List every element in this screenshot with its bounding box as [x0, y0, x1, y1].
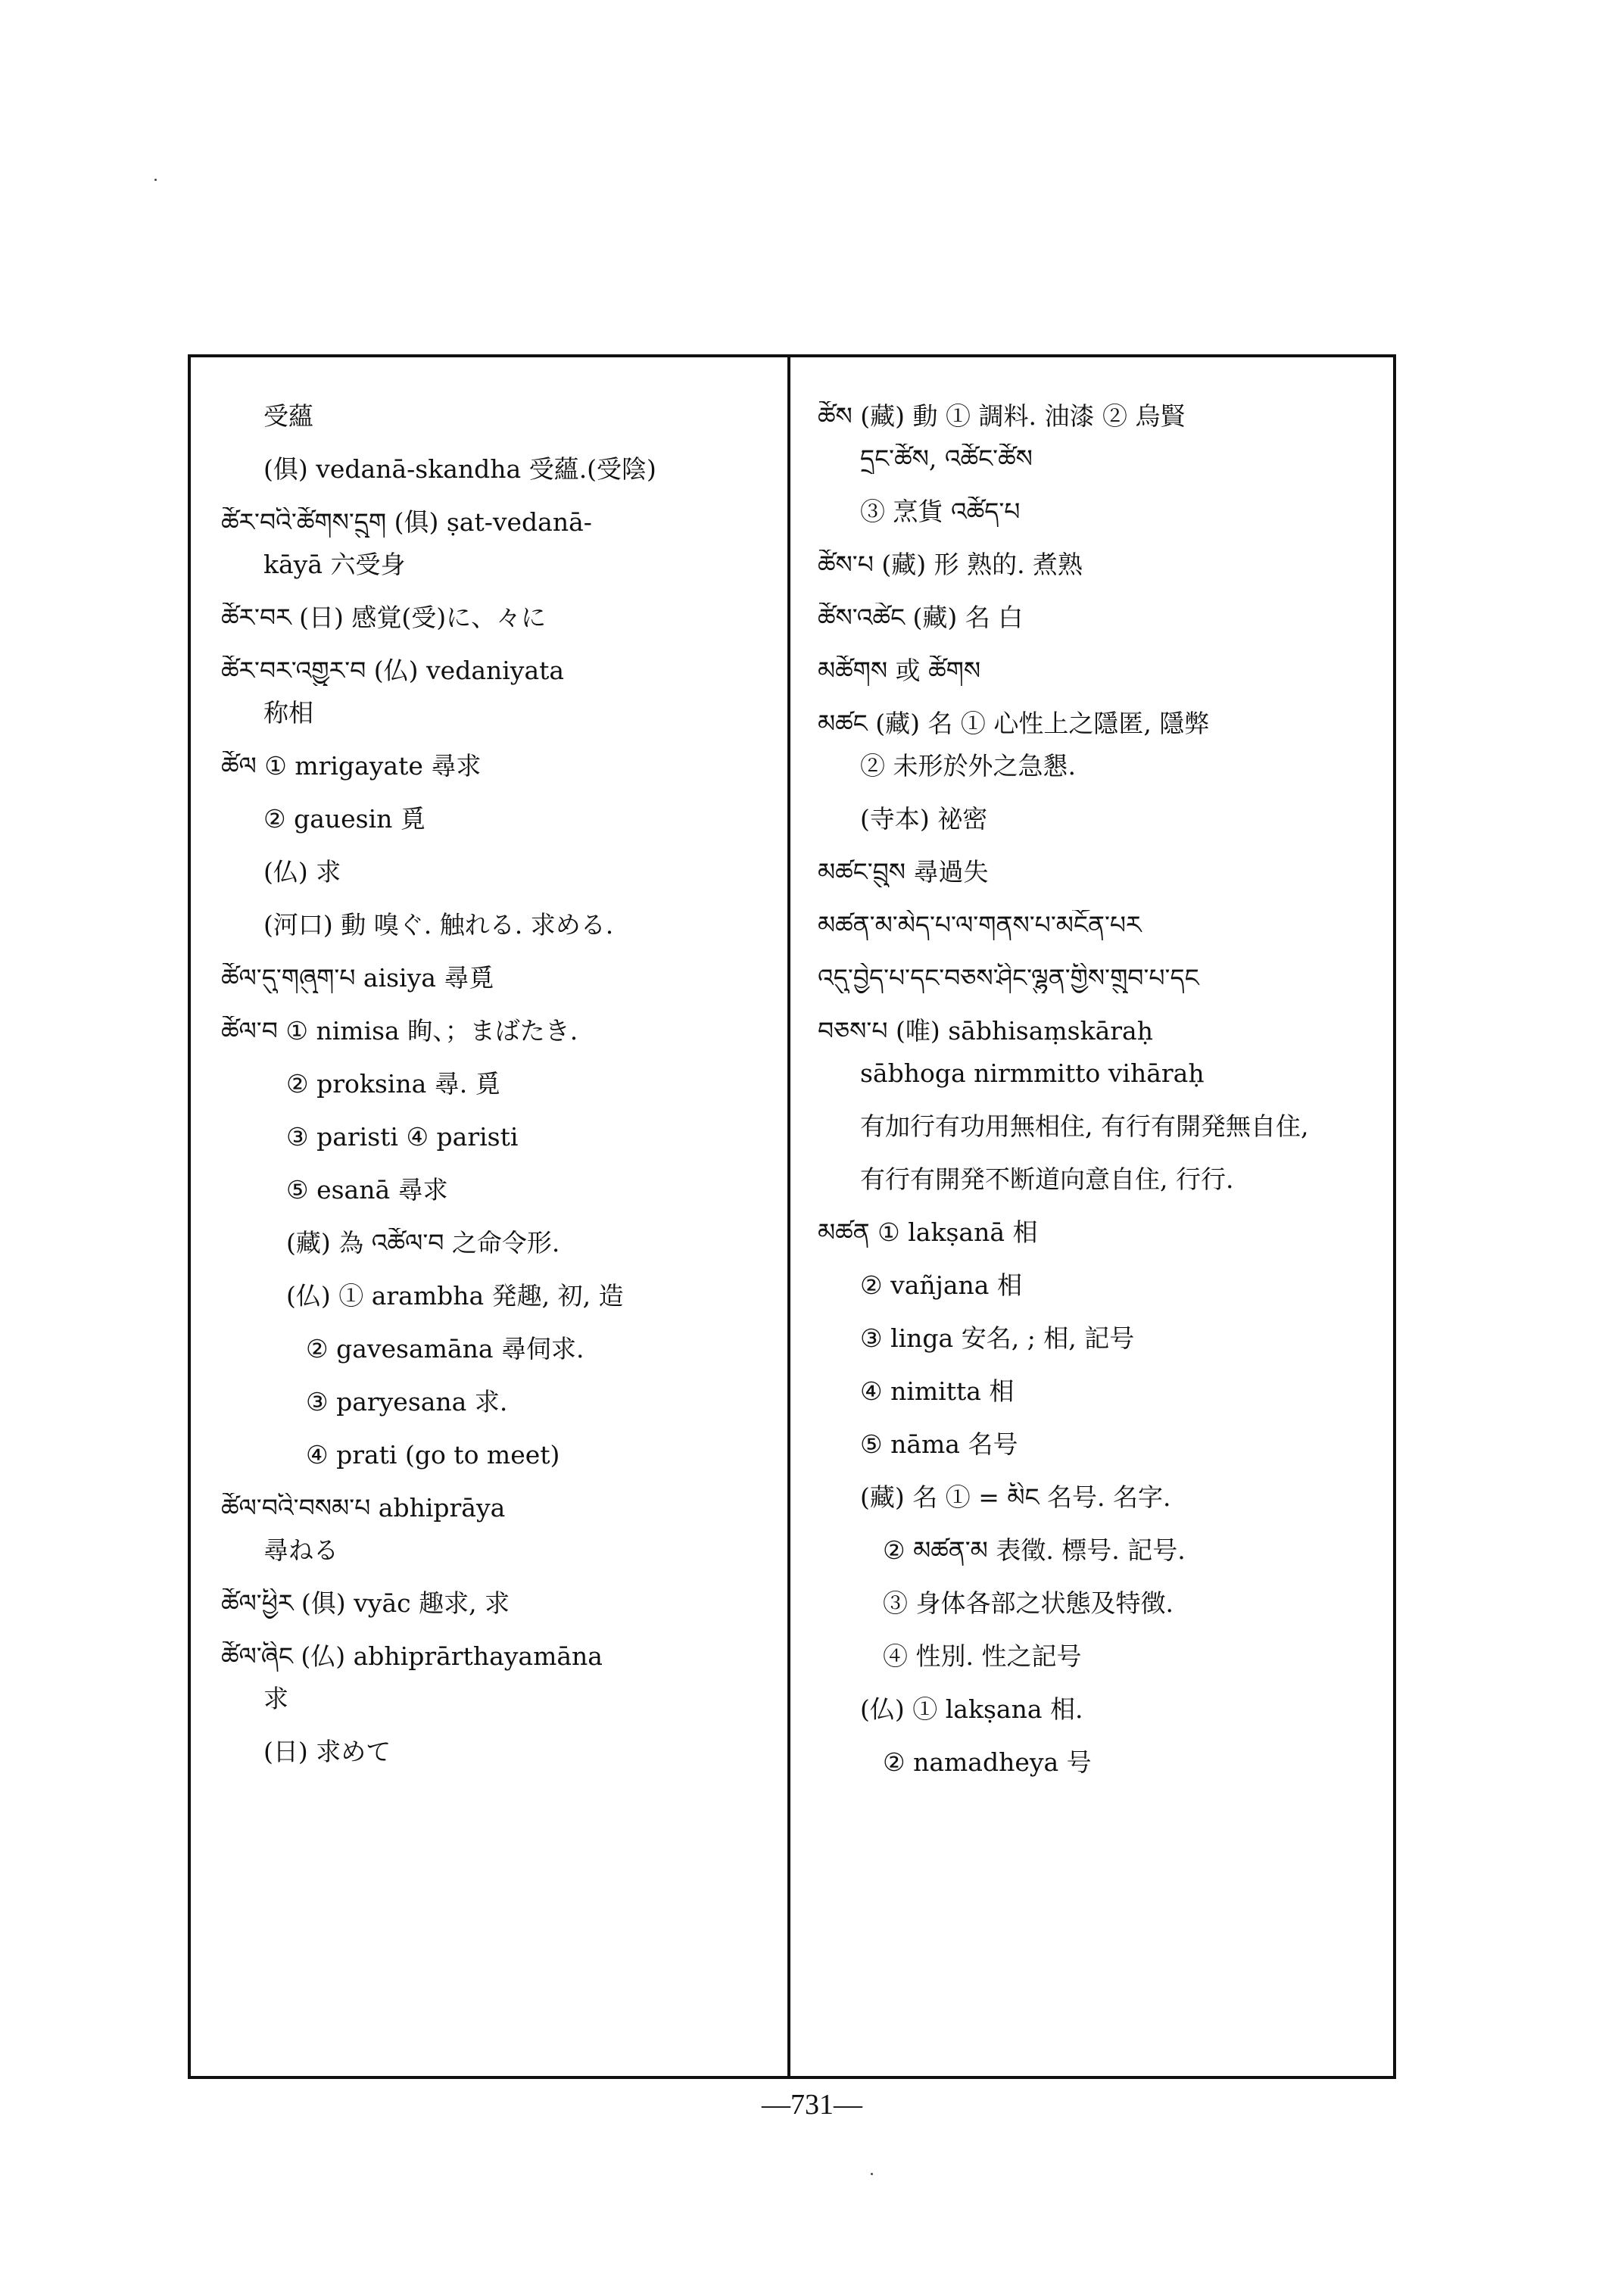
dictionary-entry-line: ཚོལ་ཕྱིར (俱) vyāc 趣求, 求: [221, 1588, 510, 1618]
dictionary-entry-line: 有加行有功用無相住, 有行有開発無自住,: [860, 1111, 1309, 1141]
dictionary-entry-line: kāyā 六受身: [263, 550, 406, 579]
dictionary-entry-line: (俱) vedanā-skandha 受蘊.(受陰): [263, 454, 656, 484]
dictionary-entry-line: sābhoga nirmmitto vihāraḥ: [860, 1058, 1205, 1088]
dictionary-entry-line: མཚང (藏) 名 ① 心性上之隱匿, 隱弊: [818, 709, 1210, 738]
dictionary-entry-line: ཚོལ་ཞིང (仏) abhiprārthayamāna: [221, 1641, 603, 1671]
right-column: [790, 354, 1393, 2079]
dictionary-entry-line: དྲང་ཚོས, འཚོང་ཚོས: [860, 444, 1033, 473]
dictionary-entry-line: 尋ねる: [263, 1535, 338, 1565]
dictionary-entry-line: (河口) 動 嗅ぐ. 触れる. 求める.: [263, 910, 614, 940]
dictionary-entry-line: འདུ་བྱེད་པ་དང་བཅས་ཤིང་ལྷུན་གྱིས་གྲུབ་པ་དང: [818, 963, 1199, 993]
dictionary-entry-line: ཚོས་པ (藏) 形 熟的. 煮熟: [818, 550, 1083, 579]
dictionary-entry-line: 求: [263, 1684, 288, 1713]
dictionary-entry-line: ཚོས (藏) 動 ① 調料. 油漆 ② 烏賢: [818, 401, 1186, 431]
dictionary-entry-line: ④ nimitta 相: [860, 1376, 1015, 1406]
dictionary-entry-line: 有行有開発不断道向意自住, 行行.: [860, 1164, 1234, 1194]
dictionary-entry-line: ③ linga 安名, ; 相, 記号: [860, 1323, 1135, 1353]
dictionary-entry-line: (藏) 名 ① = མིང 名号. 名字.: [860, 1482, 1171, 1512]
dictionary-entry-line: ④ prati (go to meet): [306, 1440, 560, 1470]
scan-speck: [154, 179, 157, 181]
dictionary-entry-line: ཚོར་བར་འགྱུར་བ (仏) vedaniyata: [221, 656, 565, 685]
dictionary-entry-line: ཚོར་བའི་ཚོགས་དྲུག (俱) ṣat-vedanā-: [221, 507, 592, 537]
scan-speck: [871, 2173, 873, 2175]
dictionary-entry-line: མཚན ① lakṣanā 相: [818, 1217, 1038, 1247]
dictionary-entry-line: ② namadheya 号: [883, 1747, 1092, 1777]
dictionary-entry-line: (仏) ① lakṣana 相.: [860, 1694, 1083, 1724]
dictionary-entry-line: ② gauesin 覓: [263, 804, 425, 834]
dictionary-entry-line: (寺本) 祕密: [860, 804, 988, 834]
dictionary-entry-line: ཚོས་འཚེང (藏) 名 白: [818, 603, 1024, 632]
dictionary-entry-line: ③ 烹貨 འཚོད་པ: [860, 497, 1021, 526]
page-number: —731—: [762, 2089, 862, 2121]
dictionary-entry-line: (藏) 為 འཚོལ་བ 之命令形.: [286, 1228, 560, 1258]
dictionary-entry-line: མཚོགས 或 ཚོགས: [818, 656, 981, 685]
dictionary-entry-line: ཚོལ་བ ① nimisa 眴、；まばたき.: [221, 1016, 578, 1046]
dictionary-entry-line: (仏) 求: [263, 857, 341, 887]
dictionary-entry-line: ⑤ nāma 名号: [860, 1429, 1018, 1459]
dictionary-entry-line: ② proksina 尋. 覓: [286, 1069, 500, 1099]
dictionary-entry-line: ③ paryesana 求.: [306, 1387, 508, 1417]
dictionary-entry-line: (仏) ① arambha 発趣, 初, 造: [286, 1281, 624, 1311]
dictionary-entry-line: བཅས་པ (唯) sābhisaṃskāraḥ: [818, 1016, 1153, 1046]
dictionary-entry-line: 称相: [263, 698, 313, 728]
dictionary-entry-line: མཚན་མ་མེད་པ་ལ་གནས་པ་མངོན་པར: [818, 910, 1142, 940]
dictionary-entry-line: ④ 性別. 性之記号: [883, 1641, 1082, 1671]
dictionary-entry-line: མཚང་བྲུས 尋過失: [818, 857, 989, 887]
dictionary-entry-line: ཚོར་བར (日) 感覚(受)に、々に: [221, 603, 547, 632]
dictionary-entry-line: ② gavesamāna 尋伺求.: [306, 1334, 584, 1364]
dictionary-entry-line: (日) 求めて: [263, 1737, 391, 1766]
dictionary-entry-line: ③ 身体各部之状態及特徴.: [883, 1588, 1174, 1618]
dictionary-entry-line: ཚོལ་བའི་བསམ་པ abhiprāya: [221, 1493, 506, 1523]
dictionary-entry-line: ② མཚན་མ 表徵. 標号. 記号.: [883, 1535, 1186, 1565]
dictionary-entry-line: ② vañjana 相: [860, 1270, 1022, 1300]
dictionary-entry-line: ཚོལ་དུ་གཞུག་པ aisiya 尋覓: [221, 963, 494, 993]
dictionary-entry-line: ཚོལ ① mrigayate 尋求: [221, 751, 482, 781]
left-column: [191, 354, 787, 2079]
dictionary-entry-line: ③ paristi ④ paristi: [286, 1122, 519, 1152]
dictionary-entry-line: ⑤ esanā 尋求: [286, 1175, 448, 1205]
dictionary-entry-line: ② 未形於外之急懇.: [860, 751, 1076, 781]
dictionary-entry-line: 受蘊: [263, 401, 313, 431]
